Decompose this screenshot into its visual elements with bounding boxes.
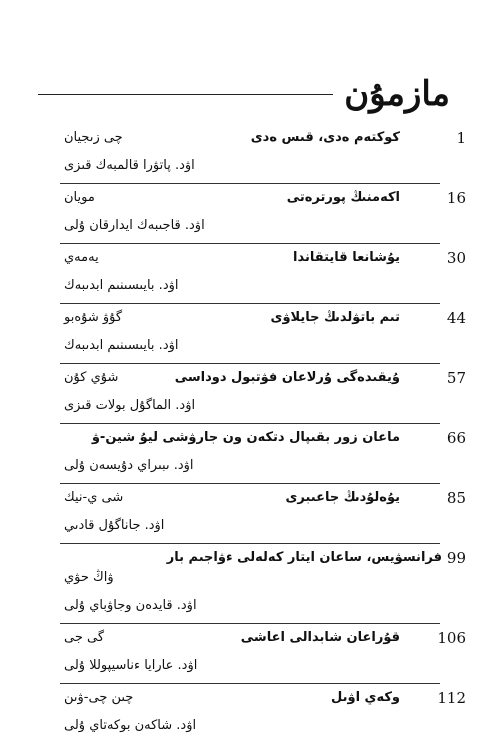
entry-author: چى زىجيان — [64, 130, 123, 145]
entry-translator: اۋد. جاناگۇل قادىي — [64, 518, 165, 533]
entry-divider — [60, 483, 440, 484]
page-number: 106 — [437, 629, 466, 647]
entry-divider — [60, 683, 440, 684]
entry-translator: اۋد. بايىسىنىم ابدىبەك — [64, 338, 179, 353]
entry-translator: اۋد. بايىسىنىم ابدىبەك — [64, 278, 179, 293]
entry-translator: اۋد. شاكەن بوكەتاي ۇلى — [64, 718, 197, 733]
entry-author: چىن چى-ۋىن — [64, 690, 134, 705]
entry-title: اكەمنىڭ پورترەتى — [286, 190, 400, 205]
toc-entry[interactable] — [0, 428, 500, 488]
entry-title: قۇراعان شابدالى اعاشى — [240, 630, 400, 645]
entry-translator: اۋد. پاتۋرا قالمبەك قىزى — [64, 158, 195, 173]
entry-translator: اۋد. الماگۇل بولات قىزى — [64, 398, 196, 413]
entry-divider — [60, 243, 440, 244]
entry-translator: اۋد. ىبىراي دۇيسەن ۇلى — [64, 458, 194, 473]
entry-author: گۇۋ شۇەبو — [64, 310, 123, 325]
page-number: 99 — [446, 549, 466, 567]
page-number: 57 — [446, 369, 466, 387]
toc-entry[interactable] — [0, 188, 500, 248]
toc-entry[interactable] — [0, 368, 500, 428]
entry-divider — [60, 183, 440, 184]
page-number: 66 — [446, 429, 466, 447]
entry-divider — [60, 543, 440, 544]
page-number: 44 — [446, 309, 466, 327]
entry-translator: اۋد. عارايا ءناسيپوللا ۇلى — [64, 658, 198, 673]
toc-entry[interactable] — [0, 548, 500, 628]
entry-author: شى ي-نيك — [64, 490, 124, 505]
toc-entry[interactable] — [0, 688, 500, 748]
page-number: 85 — [446, 489, 466, 507]
toc-entry[interactable] — [0, 488, 500, 548]
entry-title: ماعان زور بقىپال دتكەن ون جارۋشى ليۇ شين-ۋ — [91, 430, 400, 445]
page-number: 16 — [446, 189, 466, 207]
header — [0, 72, 500, 120]
entry-author: يەمەي — [64, 250, 99, 265]
entry-author: مويان — [64, 190, 95, 205]
entry-title: فرانسۋيس، ساعان ايتار كەلەلى ءۋاجىم بار — [166, 550, 442, 565]
entry-author: گى جى — [64, 630, 105, 645]
entry-author: ۋاڭ حۋي — [64, 570, 114, 585]
page-number: 30 — [446, 249, 466, 267]
page-number: 112 — [437, 689, 466, 707]
entry-divider — [60, 303, 440, 304]
entry-title: تىم باتۋلدىڭ جايلاۋى — [270, 310, 400, 325]
toc-entry[interactable] — [0, 248, 500, 308]
toc-entry[interactable] — [0, 308, 500, 368]
entry-title: ۇيقىدەگى ۇرلاعان فۋتبول دوداسى — [174, 370, 400, 385]
entry-divider — [60, 423, 440, 424]
entry-author: شۇي كۇن — [64, 370, 119, 385]
contents-list — [0, 128, 500, 748]
entry-title: وكەي اۋىل — [331, 690, 400, 705]
toc-entry[interactable] — [0, 628, 500, 688]
entry-translator: اۋد. قايدەن وجاۋباي ۇلى — [64, 598, 197, 613]
title-rule — [38, 94, 333, 95]
toc-entry[interactable] — [0, 128, 500, 188]
entry-divider — [60, 623, 440, 624]
entry-divider — [60, 363, 440, 364]
entry-title: يۇەلۇدىڭ جاعىبرى — [285, 490, 400, 505]
entry-title: يۇشانعا قايتقاندا — [293, 250, 400, 265]
entry-title: كوكتەم ەدى، قىس ەدى — [250, 130, 400, 145]
page-number: 1 — [456, 129, 466, 147]
entry-translator: اۋد. قاجىبەك ايدارقان ۇلى — [64, 218, 205, 233]
page-title: مازمۇن — [344, 74, 450, 114]
